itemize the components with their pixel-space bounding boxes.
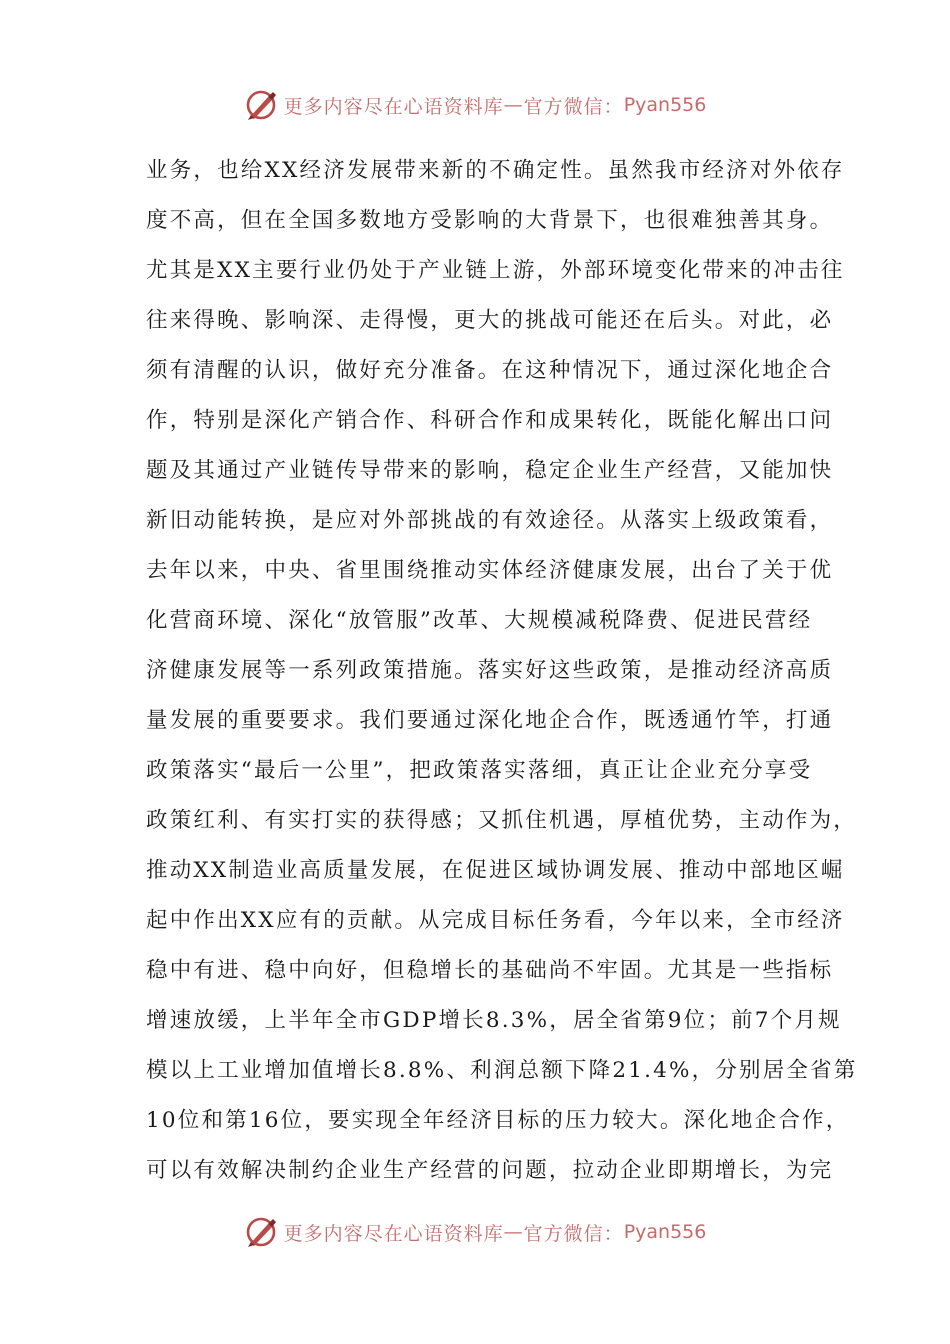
document-body [146,146,858,1196]
text-line: 10位和第16位，要实现全年经济目标的压力较大。深化地企合作， [146,1108,850,1133]
text-line: 起中作出XX应有的贡献。从完成目标任务看，今年以来，全市经济 [146,908,845,933]
text-line: 往来得晚、影响深、走得慢，更大的挑战可能还在后头。对此，必 [146,308,834,333]
text-line: 新旧动能转换，是应对外部挑战的有效途径。从落实上级政策看， [146,508,834,533]
watermark-brand: 更多内容尽在心语资料库 [283,95,504,118]
text-line: 推动XX制造业高质量发展，在促进区域协调发展、推动中部地区崛 [146,858,845,883]
text-line: 稳中有进、稳中向好，但稳增长的基础尚不牢固。尤其是一些指标 [146,958,834,983]
footer-watermark [0,1212,950,1252]
watermark-wechat-label: 官方微信： [523,95,624,118]
text-line: 可以有效解决制约企业生产经营的问题，拉动企业即期增长，为完 [146,1158,834,1183]
watermark-dash: — [503,94,524,116]
text-line: 度不高，但在全国多数地方受影响的大背景下，也很难独善其身。 [146,208,834,233]
pen-logo-icon [244,1215,278,1249]
text-line: 须有清醒的认识，做好充分准备。在这种情况下，通过深化地企合 [146,358,834,383]
text-line: 作，特别是深化产销合作、科研合作和成果转化，既能化解出口问 [146,408,834,433]
text-line: 增速放缓，上半年全市GDP增长8.3%，居全省第9位；前7个月规 [146,1008,842,1033]
watermark-wechat-id: Pyan556 [623,1221,707,1243]
text-line: 政策落实“最后一公里”，把政策落实落细，真正让企业充分享受 [146,758,813,783]
text-line: 尤其是XX主要行业仍处于产业链上游，外部环境变化带来的冲击往 [146,258,845,283]
text-line: 去年以来，中央、省里围绕推动实体经济健康发展，出台了关于优 [146,558,834,583]
watermark-dash: — [503,1221,524,1243]
watermark-wechat-id: Pyan556 [623,94,707,116]
watermark-wechat-label: 官方微信： [523,1222,624,1245]
watermark-brand: 更多内容尽在心语资料库 [283,1222,504,1245]
text-line: 业务，也给XX经济发展带来新的不确定性。虽然我市经济对外依存 [146,158,845,183]
text-line: 模以上工业增加值增长8.8%、利润总额下降21.4%，分别居全省第 [146,1058,858,1083]
text-line: 题及其通过产业链传导带来的影响，稳定企业生产经营，又能加快 [146,458,834,483]
pen-logo-icon [244,88,278,122]
text-line: 化营商环境、深化“放管服”改革、大规模减税降费、促进民营经 [146,608,813,633]
text-line: 政策红利、有实打实的获得感；又抓住机遇，厚植优势，主动作为， [146,808,858,833]
text-line: 量发展的重要要求。我们要通过深化地企合作，既透通竹竿，打通 [146,708,834,733]
header-watermark [0,85,950,125]
text-line: 济健康发展等一系列政策措施。落实好这些政策，是推动经济高质 [146,658,834,683]
